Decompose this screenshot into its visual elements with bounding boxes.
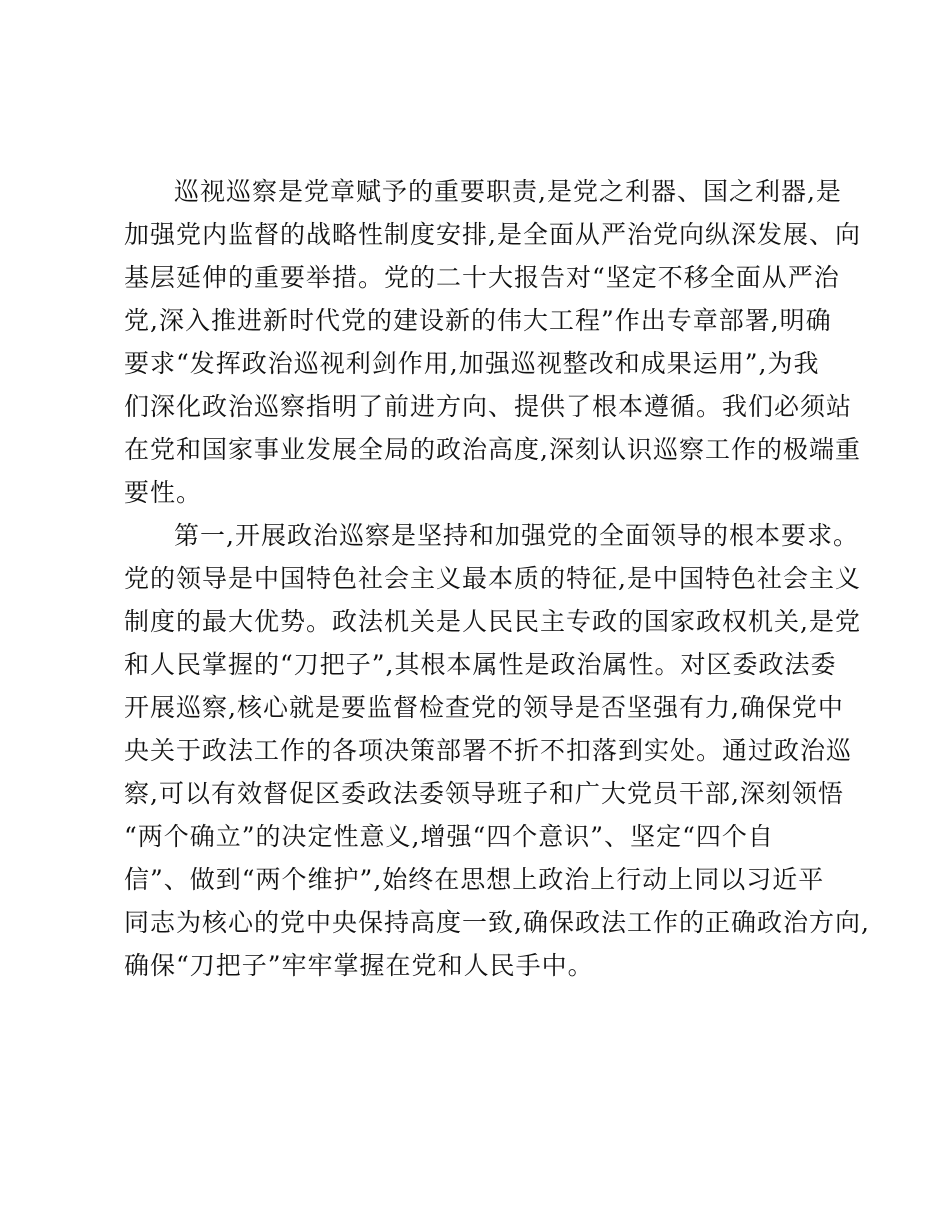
paragraph-line: “两个确立”的决定性意义,增强“四个意识”、坚定“四个自: [124, 822, 774, 851]
paragraph-line: 要性。: [124, 478, 203, 507]
document-body: [124, 170, 870, 987]
paragraph-line: 在党和国家事业发展全局的政治高度,深刻认识巡察工作的极端重: [124, 435, 861, 464]
paragraph-line: 要求“发挥政治巡视利剑作用,加强巡视整改和成果运用”,为我: [124, 349, 820, 378]
paragraph-line: 第一,开展政治巡察是坚持和加强党的全面领导的根本要求。: [174, 521, 859, 550]
paragraph-line: 开展巡察,核心就是要监督检查党的领导是否坚强有力,确保党中: [124, 693, 844, 722]
paragraph-line: 确保“刀把子”牢牢掌握在党和人民手中。: [124, 951, 594, 980]
paragraph-line: 巡视巡察是党章赋予的重要职责,是党之利器、国之利器,是: [174, 177, 842, 206]
paragraph-line: 党的领导是中国特色社会主义最本质的特征,是中国特色社会主义: [124, 564, 861, 593]
paragraph-point-one: [124, 514, 870, 987]
paragraph-line: 们深化政治巡察指明了前进方向、提供了根本遵循。我们必须站: [124, 392, 853, 421]
paragraph-line: 党,深入推进新时代党的建设新的伟大工程”作出专章部署,明确: [124, 306, 832, 335]
paragraph-line: 信”、做到“两个维护”,始终在思想上政治上行动上同以习近平: [124, 865, 825, 894]
paragraph-line: 基层延伸的重要举措。党的二十大报告对“坚定不移全面从严治: [124, 263, 840, 292]
paragraph-line: 央关于政法工作的各项决策部署不折不扣落到实处。通过政治巡: [124, 736, 853, 765]
paragraph-line: 察,可以有效督促区委政法委领导班子和广大党员干部,深刻领悟: [124, 779, 844, 808]
paragraph-intro: [124, 170, 861, 514]
paragraph-line: 同志为核心的党中央保持高度一致,确保政法工作的正确政治方向,: [124, 908, 870, 937]
paragraph-line: 和人民掌握的“刀把子”,其根本属性是政治属性。对区委政法委: [124, 650, 837, 679]
paragraph-line: 制度的最大优势。政法机关是人民民主专政的国家政权机关,是党: [124, 607, 861, 636]
paragraph-line: 加强党内监督的战略性制度安排,是全面从严治党向纵深发展、向: [124, 220, 861, 249]
